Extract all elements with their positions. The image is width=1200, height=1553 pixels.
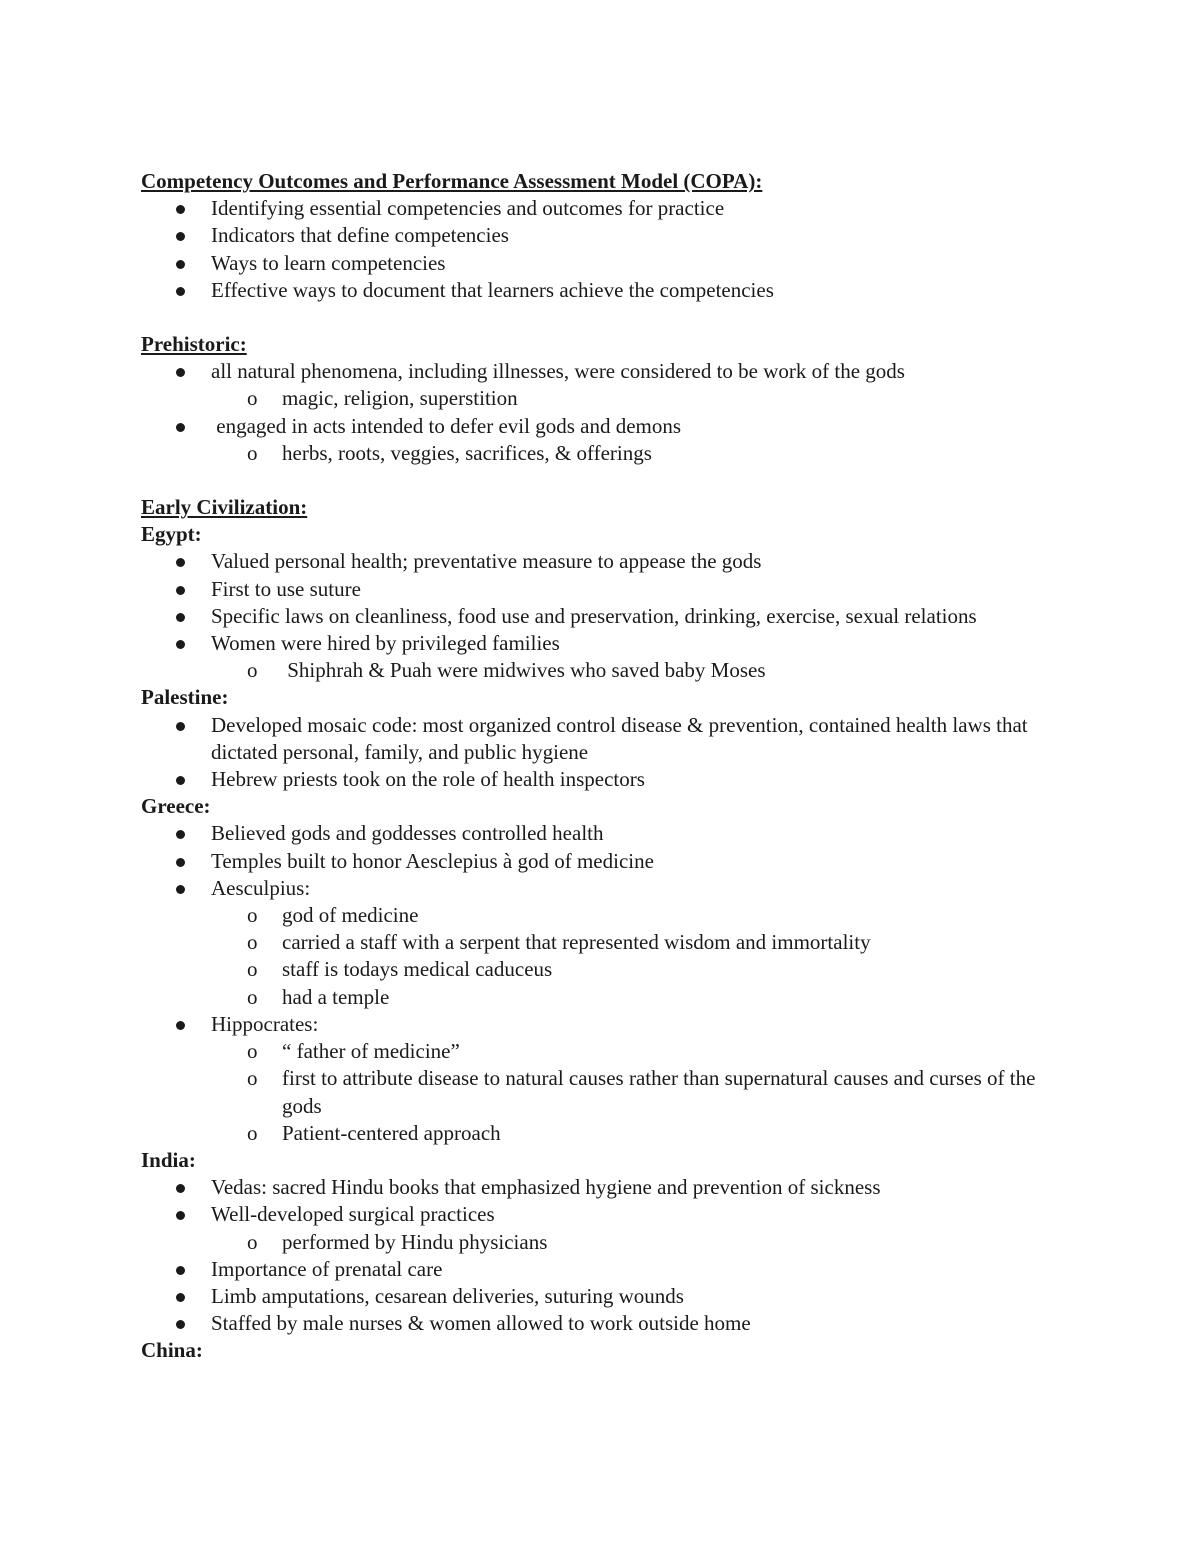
bullet-icon (176, 205, 185, 214)
sub-list (211, 902, 1061, 1011)
sub-list-item: o had a temple (141, 984, 1061, 1011)
spacer (141, 304, 1061, 331)
list-item: Staffed by male nurses & women allowed to work outside home (141, 1310, 1061, 1337)
bullet-icon (176, 232, 185, 241)
list-item: Believed gods and goddesses controlled health (141, 820, 1061, 847)
bullet-icon (176, 368, 185, 377)
sub-list (211, 657, 1061, 684)
list-item: Limb amputations, cesarean deliveries, suturing wounds (141, 1283, 1061, 1310)
list-item: Vedas: sacred Hindu books that emphasized hygiene and prevention of sickness (141, 1174, 1061, 1201)
bullet-icon (176, 858, 185, 867)
china-title: China: (141, 1338, 203, 1363)
prehistoric-list (141, 358, 1061, 467)
bullet-icon (176, 1184, 185, 1193)
sub-list-item: o magic, religion, superstition (141, 385, 1061, 412)
bullet-icon (176, 776, 185, 785)
bullet-icon (176, 613, 185, 622)
list-item: Aesculpius: o god of medicine o carried a staff with a serpent that represented wisdom and immortality o staff is todays medical caduceus o had a temple (141, 875, 1061, 1011)
circle-bullet-icon: o (247, 386, 258, 411)
circle-bullet-icon: o (247, 957, 258, 982)
spacer (141, 467, 1061, 494)
circle-bullet-icon: o (247, 1066, 258, 1091)
circle-bullet-icon: o (247, 440, 258, 465)
bullet-icon (176, 287, 185, 296)
list-item: Ways to learn competencies (141, 250, 1061, 277)
sub-list (211, 440, 1061, 467)
bullet-icon (176, 423, 185, 432)
bullet-icon (176, 830, 185, 839)
list-item: Valued personal health; preventative measure to appease the gods (141, 548, 1061, 575)
bullet-icon (176, 640, 185, 649)
document-page (141, 168, 1061, 1365)
bullet-icon (176, 722, 185, 731)
sub-list-item: o Patient-centered approach (141, 1120, 1061, 1147)
sub-list-item: o “ father of medicine” (141, 1038, 1061, 1065)
sub-list-item: o god of medicine (141, 902, 1061, 929)
sub-list-item: o herbs, roots, veggies, sacrifices, & offerings (141, 440, 1061, 467)
bullet-icon (176, 1266, 185, 1275)
copa-heading: Competency Outcomes and Performance Assessment Model (COPA): (141, 169, 763, 193)
greece-title: Greece: (141, 794, 211, 819)
circle-bullet-icon: o (247, 1229, 258, 1254)
list-item: Specific laws on cleanliness, food use and preservation, drinking, exercise, sexual relations (141, 603, 1061, 630)
sub-list (211, 1229, 1061, 1256)
prehistoric-heading: Prehistoric: (141, 332, 247, 357)
sub-list (211, 385, 1061, 412)
list-item: Hebrew priests took on the role of health inspectors (141, 766, 1061, 793)
bullet-icon (176, 260, 185, 269)
sub-list-item: o Shiphrah & Puah were midwives who saved baby Moses (141, 657, 1061, 684)
egypt-list (141, 548, 1061, 684)
bullet-icon (176, 1293, 185, 1302)
list-item: Developed mosaic code: most organized control disease & prevention, contained health laws that dictated personal, family, and public hygiene (141, 712, 1061, 766)
circle-bullet-icon: o (247, 1120, 258, 1145)
bullet-icon (176, 1021, 185, 1030)
india-title: India: (141, 1147, 196, 1172)
bullet-icon (176, 885, 185, 894)
sub-list (211, 1038, 1061, 1147)
list-item: Effective ways to document that learners achieve the competencies (141, 277, 1061, 304)
list-item: all natural phenomena, including illnesses, were considered to be work of the gods o magic, religion, superstition (141, 358, 1061, 412)
india-list (141, 1174, 1061, 1337)
bullet-icon (176, 1211, 185, 1220)
list-item: Identifying essential competencies and outcomes for practice (141, 195, 1061, 222)
sub-list-item: o first to attribute disease to natural causes rather than supernatural causes and curses of the gods (247, 1066, 1036, 1118)
circle-bullet-icon: o (247, 1039, 258, 1064)
list-item: engaged in acts intended to defer evil gods and demons o herbs, roots, veggies, sacrifices, & offerings (141, 413, 1061, 467)
egypt-title: Egypt: (141, 522, 202, 547)
bullet-icon (176, 586, 185, 595)
list-item: Hippocrates: o “ father of medicine” o first to attribute disease to natural causes rather than supernatural causes and curses of the gods o Patient-centered approach (141, 1011, 1061, 1147)
list-item: Importance of prenatal care (141, 1256, 1061, 1283)
greece-list (141, 820, 1061, 1146)
sub-list-item: o staff is todays medical caduceus (141, 956, 1061, 983)
list-item: First to use suture (141, 576, 1061, 603)
circle-bullet-icon: o (247, 903, 258, 928)
list-item: Temples built to honor Aesclepius à god of medicine (141, 848, 1061, 875)
bullet-icon (176, 558, 185, 567)
bullet-icon (176, 1320, 185, 1329)
list-item: Indicators that define competencies (141, 222, 1061, 249)
copa-list (141, 195, 1061, 304)
circle-bullet-icon: o (247, 984, 258, 1009)
list-item: Women were hired by privileged families o Shiphrah & Puah were midwives who saved baby Moses (141, 630, 1061, 684)
early-civilization-heading: Early Civilization: (141, 495, 308, 520)
palestine-title: Palestine: (141, 685, 229, 710)
list-item: Well-developed surgical practices o performed by Hindu physicians (141, 1201, 1061, 1255)
sub-list-item: o carried a staff with a serpent that represented wisdom and immortality (141, 929, 1061, 956)
palestine-list (141, 712, 1061, 794)
circle-bullet-icon: o (247, 658, 258, 683)
sub-list-item: o performed by Hindu physicians (141, 1229, 1061, 1256)
circle-bullet-icon: o (247, 930, 258, 955)
